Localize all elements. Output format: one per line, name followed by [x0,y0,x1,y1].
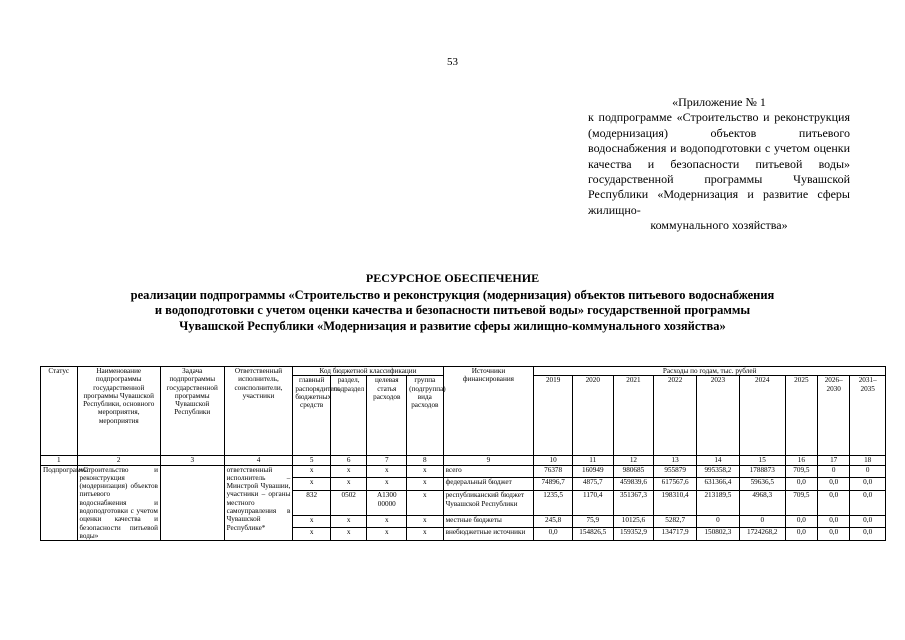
expense-value: 1170,4 [572,491,613,515]
budget-code-cell: x [367,515,407,528]
column-number: 1 [41,456,78,465]
heading-line-1: реализации подпрограммы «Строительство и реконструкция (модернизация) объектов питьевого водоснабжения [130,287,775,302]
budget-code-cell: А1300 00000 [367,491,407,515]
header-year: 2020 [572,376,613,456]
heading-main: РЕСУРСНОЕ ОБЕСПЕЧЕНИЕ [365,271,540,285]
expense-value: 617567,6 [654,478,697,491]
expense-value: 0 [850,465,886,478]
column-number: 16 [785,456,817,465]
expense-value: 245,8 [534,515,573,528]
expense-value: 995358,2 [697,465,740,478]
expense-value: 709,5 [785,491,817,515]
header-bc-target: целевая статья расходов [367,376,407,456]
program-responsible: ответственный исполнитель – Минстрой Чувашии, участники – органы местного самоуправления в Чувашской Республике* [224,465,293,541]
budget-code-cell: 0502 [330,491,367,515]
header-sources: Источники финансирования [443,367,534,456]
expense-value: 0 [818,465,850,478]
heading-line-2: и водоподготовки с учетом оценки качества и безопасности питьевой воды» государственной программы [154,303,751,317]
budget-code-cell: x [293,465,331,478]
header-year: 2022 [654,376,697,456]
expense-value: 0 [697,515,740,528]
expense-value: 0,0 [850,491,886,515]
expense-value: 134717,9 [654,528,697,541]
expense-value: 0,0 [534,528,573,541]
budget-code-cell: x [330,528,367,541]
expense-value: 1724268,2 [739,528,785,541]
expense-value: 709,5 [785,465,817,478]
budget-code-cell: 832 [293,491,331,515]
budget-code-cell: x [407,515,444,528]
budget-code-cell: x [407,528,444,541]
header-name: Наименование подпрограммы государственной программы Чувашской Республики, основного мероприятия, мероприятия [77,367,160,456]
budget-code-cell: x [330,515,367,528]
expense-value: 0,0 [818,478,850,491]
expense-value: 1235,5 [534,491,573,515]
column-number: 2 [77,456,160,465]
program-task [160,465,224,541]
column-number: 13 [654,456,697,465]
column-number: 10 [534,456,573,465]
budget-code-cell: x [407,465,444,478]
column-number: 5 [293,456,331,465]
expense-value: 0 [739,515,785,528]
header-status: Статус [41,367,78,456]
expense-value: 5282,7 [654,515,697,528]
funding-source: федеральный бюджет [443,478,534,491]
funding-source: внебюджетные источники [443,528,534,541]
header-expenses: Расходы по годам, тыс. рублей [534,367,886,376]
header-year: 2024 [739,376,785,456]
expense-value: 459839,6 [613,478,654,491]
appendix-tail: коммунального хозяйства» [650,218,788,233]
budget-code-cell: x [293,515,331,528]
column-number: 4 [224,456,293,465]
expense-value: 955879 [654,465,697,478]
column-number-row [41,456,886,465]
header-bc-main: главный распорядитель бюджетных средств [293,376,331,456]
expense-value: 0,0 [850,478,886,491]
expense-value: 213189,5 [697,491,740,515]
budget-code-cell: x [330,465,367,478]
expense-value: 0,0 [785,478,817,491]
expense-value: 76378 [534,465,573,478]
budget-code-cell: x [367,478,407,491]
expense-value: 631366,4 [697,478,740,491]
appendix-title: «Приложение № 1 [672,95,766,109]
expense-value: 0,0 [850,528,886,541]
column-number: 9 [443,456,534,465]
expense-value: 10125,6 [613,515,654,528]
column-number: 7 [367,456,407,465]
funding-source: всего [443,465,534,478]
expense-value: 59636,5 [739,478,785,491]
funding-source: республиканский бюджет Чувашской Республики [443,491,534,515]
expense-value: 980685 [613,465,654,478]
expense-value: 351367,3 [613,491,654,515]
column-number: 17 [818,456,850,465]
expense-value: 198310,4 [654,491,697,515]
header-year: 2031–2035 [850,376,886,456]
budget-code-cell: x [407,478,444,491]
header-task: Задача подпрограммы государственной программы Чувашской Республики [160,367,224,456]
document-heading [0,271,905,334]
expense-value: 160949 [572,465,613,478]
budget-code-cell: x [293,528,331,541]
resource-table [40,366,886,541]
table-row [41,465,886,478]
expense-value: 154826,5 [572,528,613,541]
expense-value: 75,9 [572,515,613,528]
column-number: 15 [739,456,785,465]
column-number: 12 [613,456,654,465]
appendix-block [588,95,850,234]
expense-value: 0,0 [785,515,817,528]
header-year: 2023 [697,376,740,456]
expense-value: 1788873 [739,465,785,478]
header-year: 2021 [613,376,654,456]
expense-value: 0,0 [818,491,850,515]
expense-value: 4875,7 [572,478,613,491]
expense-value: 4968,3 [739,491,785,515]
column-number: 8 [407,456,444,465]
header-year: 2025 [785,376,817,456]
expense-value: 150802,3 [697,528,740,541]
budget-code-cell: x [330,478,367,491]
funding-source: местные бюджеты [443,515,534,528]
expense-value: 0,0 [818,528,850,541]
budget-code-cell: x [407,491,444,515]
program-status: Подпрограмма [41,465,78,541]
budget-code-cell: x [293,478,331,491]
page-number: 53 [447,56,458,68]
header-bc-group: группа (подгруппа) вида расходов [407,376,444,456]
header-year: 2026–2030 [818,376,850,456]
expense-value: 74896,7 [534,478,573,491]
program-name: «Строительство и реконструкция (модернизация) объектов питьевого водоснабжения и водоподготовки с учетом оценки качества и безопасности питьевой воды» [77,465,160,541]
header-responsible: Ответственный исполнитель, соисполнители, участники [224,367,293,456]
column-number: 18 [850,456,886,465]
expense-value: 0,0 [818,515,850,528]
column-number: 14 [697,456,740,465]
appendix-body: к подпрограмме «Строительство и реконструкция (модернизация) объектов питьевого водоснабжения и водоподготовки с учетом оценки качества и безопасности питьевой воды» государственной программы Чувашской Республики «Модернизация и развитие сферы жилищно- [588,110,850,217]
column-number: 3 [160,456,224,465]
header-year: 2019 [534,376,573,456]
budget-code-cell: x [367,465,407,478]
expense-value: 0,0 [850,515,886,528]
column-number: 11 [572,456,613,465]
expense-value: 159352,9 [613,528,654,541]
column-number: 6 [330,456,367,465]
header-budget-code: Код бюджетной классификации [293,367,443,376]
budget-code-cell: x [367,528,407,541]
expense-value: 0,0 [785,528,817,541]
heading-line-3: Чувашской Республики «Модернизация и развитие сферы жилищно-коммунального хозяйства» [179,318,726,333]
header-bc-section: раздел, подраздел [330,376,367,456]
